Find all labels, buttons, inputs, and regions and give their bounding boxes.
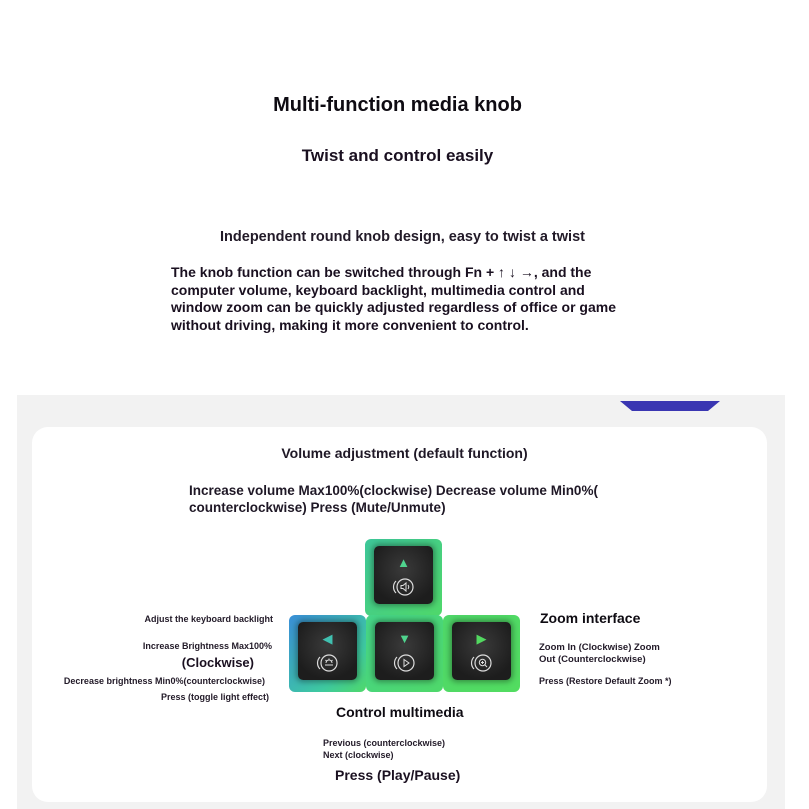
keycap-top	[452, 622, 511, 680]
multimedia-title: Control multimedia	[336, 704, 464, 720]
arrow-down-icon: ▼	[398, 631, 411, 646]
multimedia-next: Next (clockwise)	[323, 750, 394, 760]
arrow-left-icon: ◀	[322, 631, 333, 646]
description-line: window zoom can be quickly adjusted regardless of office or game	[171, 299, 616, 315]
play-icon	[392, 650, 418, 676]
backlight-clockwise: (Clockwise)	[181, 655, 254, 670]
arrow-up-icon: ▲	[397, 555, 410, 570]
zoom-desc-line: Zoom In (Clockwise) Zoom	[539, 642, 660, 653]
multimedia-press: Press (Play/Pause)	[335, 767, 461, 783]
backlight-press: Press (toggle light effect)	[160, 692, 269, 702]
volume-desc-line: counterclockwise) Press (Mute/Unmute)	[189, 500, 446, 515]
keycap-top	[375, 622, 434, 680]
key-right[interactable]	[443, 615, 520, 692]
key-left[interactable]	[289, 615, 366, 692]
backlight-title: Adjust the keyboard backlight	[144, 614, 273, 624]
volume-desc-line: Increase volume Max100%(clockwise) Decrease volume Min0%(	[189, 483, 598, 498]
description-line: without driving, making it more convenient to control.	[171, 316, 529, 333]
zoom-description	[539, 642, 660, 666]
backlight-increase: Increase Brightness Max100%	[142, 641, 272, 651]
multimedia-previous: Previous (counterclockwise)	[323, 738, 446, 748]
description-line: computer volume, keyboard backlight, multimedia control and	[171, 281, 585, 298]
brightness-icon	[315, 650, 341, 676]
key-down[interactable]	[366, 615, 443, 692]
page-title: Multi-function media knob	[273, 94, 522, 116]
backlight-decrease: Decrease brightness Min0%(counterclockwise)	[63, 676, 265, 686]
keycap-top	[298, 622, 357, 680]
zoom-press: Press (Restore Default Zoom *)	[539, 676, 672, 686]
volume-title: Volume adjustment (default function)	[281, 445, 528, 461]
zoom-in-icon	[469, 650, 495, 676]
zoom-desc-line: Out (Counterclockwise)	[539, 654, 646, 665]
volume-description	[189, 482, 639, 516]
arrow-right-icon: ▶	[476, 631, 487, 646]
zoom-title: Zoom interface	[540, 610, 641, 626]
design-heading: Independent round knob design, easy to twist a twist	[220, 229, 585, 245]
keycap-top	[374, 546, 433, 604]
volume-icon	[391, 574, 417, 600]
key-up[interactable]	[365, 539, 442, 616]
panel-tab-marker	[620, 401, 720, 411]
feature-description	[171, 264, 641, 334]
page-subtitle: Twist and control easily	[301, 146, 494, 165]
description-line: The knob function can be switched through Fn + ↑ ↓ →, and the	[171, 264, 592, 280]
